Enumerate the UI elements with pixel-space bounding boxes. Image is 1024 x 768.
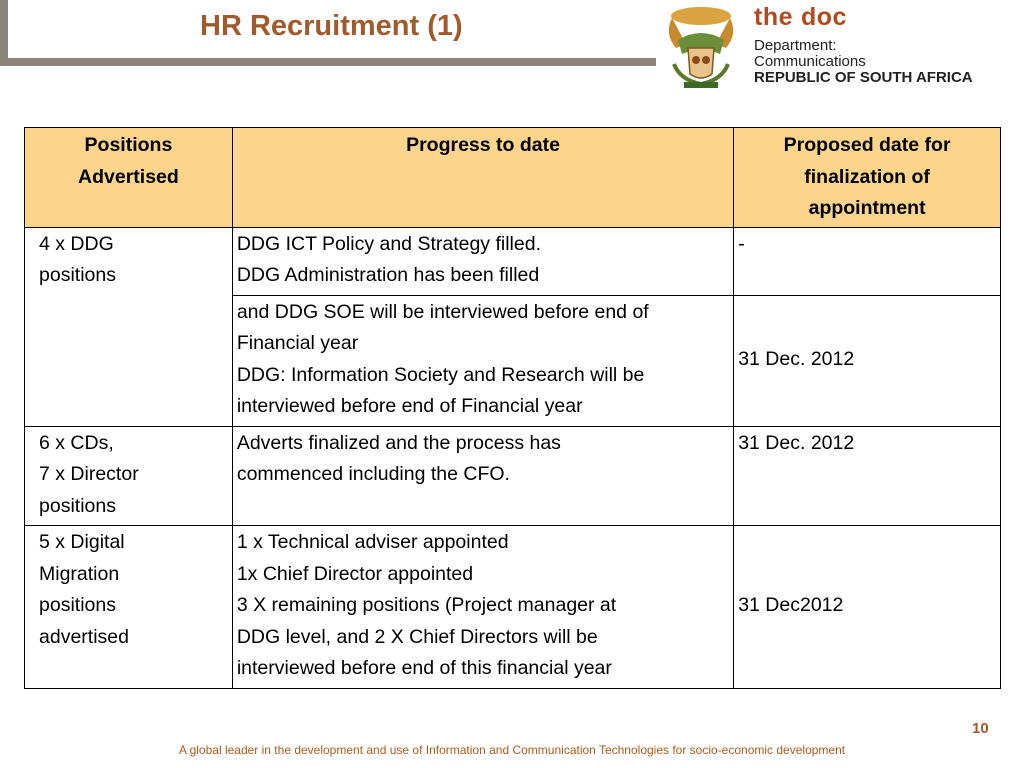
cell-text: positions xyxy=(39,494,116,517)
header-text: Positions xyxy=(84,134,173,156)
cell-text: 1 x Technical adviser appointed xyxy=(236,531,509,553)
cell-date: 31 Dec. 2012 xyxy=(734,295,1001,426)
brand-the: the xyxy=(754,3,793,31)
table-row xyxy=(25,526,1001,689)
cell-text: interviewed before end of Financial year xyxy=(236,395,583,417)
cell-text: interviewed before end of this financial year xyxy=(236,657,612,679)
title-frame-left xyxy=(0,0,8,66)
header-text: Advertised xyxy=(78,165,179,188)
cell-position xyxy=(25,526,233,689)
cell-text: positions xyxy=(39,594,116,616)
title-frame-underline xyxy=(0,58,656,66)
cell-date: 31 Dec. 2012 xyxy=(734,426,1001,526)
cell-text: DDG Administration has been filled xyxy=(236,264,540,286)
cell-text: Financial year xyxy=(236,332,359,354)
dept-line-1: Department: xyxy=(754,37,837,54)
cell-text: Migration xyxy=(39,562,120,585)
cell-text: Adverts finalized and the process has xyxy=(236,431,561,454)
cell-position xyxy=(25,227,233,426)
cell-text: 7 x Director xyxy=(39,463,139,485)
coat-of-arms-icon xyxy=(658,4,744,90)
cell-position xyxy=(25,426,233,526)
cell-date: - xyxy=(734,227,1001,295)
logo-text xyxy=(754,2,973,86)
cell-text: 4 x DDG xyxy=(39,232,114,255)
cell-text: 3 X remaining positions (Project manager at xyxy=(236,594,617,616)
recruitment-table xyxy=(24,127,1001,689)
header-text: Progress to date xyxy=(406,134,560,156)
dept-line-2: Communications xyxy=(754,53,866,70)
header-progress xyxy=(232,128,733,228)
cell-text: 1x Chief Director appointed xyxy=(236,562,474,585)
cell-text: DDG ICT Policy and Strategy filled. xyxy=(236,232,542,255)
header-positions xyxy=(25,128,233,228)
cell-text: DDG level, and 2 X Chief Directors will be xyxy=(236,625,598,648)
header-text: Proposed date for xyxy=(783,134,951,156)
cell-progress xyxy=(232,526,733,689)
slide-title: HR Recruitment (1) xyxy=(200,10,463,42)
page-number: 10 xyxy=(972,720,989,737)
brand-wordmark xyxy=(754,2,973,32)
cell-text: 5 x Digital xyxy=(39,531,125,553)
department-logo xyxy=(658,0,1024,92)
cell-text: advertised xyxy=(39,625,129,648)
table-row xyxy=(25,426,1001,526)
cell-progress xyxy=(232,295,733,426)
cell-text: commenced including the CFO. xyxy=(236,463,510,485)
cell-progress xyxy=(232,227,733,295)
dept-line-3: REPUBLIC OF SOUTH AFRICA xyxy=(754,69,973,86)
header-proposed-date xyxy=(734,128,1001,228)
header-text: finalization of xyxy=(804,165,930,188)
header-text: appointment xyxy=(808,197,926,219)
brand-doc: doc xyxy=(801,3,847,31)
cell-date: 31 Dec2012 xyxy=(734,526,1001,689)
cell-progress xyxy=(232,426,733,526)
table-header-row xyxy=(25,128,1001,228)
cell-text: 6 x CDs, xyxy=(39,431,114,454)
cell-text: DDG: Information Society and Research will be xyxy=(236,363,645,386)
footer-tagline: A global leader in the development and use of Information and Communication Technologies for socio-economic development xyxy=(178,743,846,757)
cell-text: positions xyxy=(39,264,116,286)
cell-text: and DDG SOE will be interviewed before end of xyxy=(236,300,649,323)
table-row xyxy=(25,227,1001,295)
